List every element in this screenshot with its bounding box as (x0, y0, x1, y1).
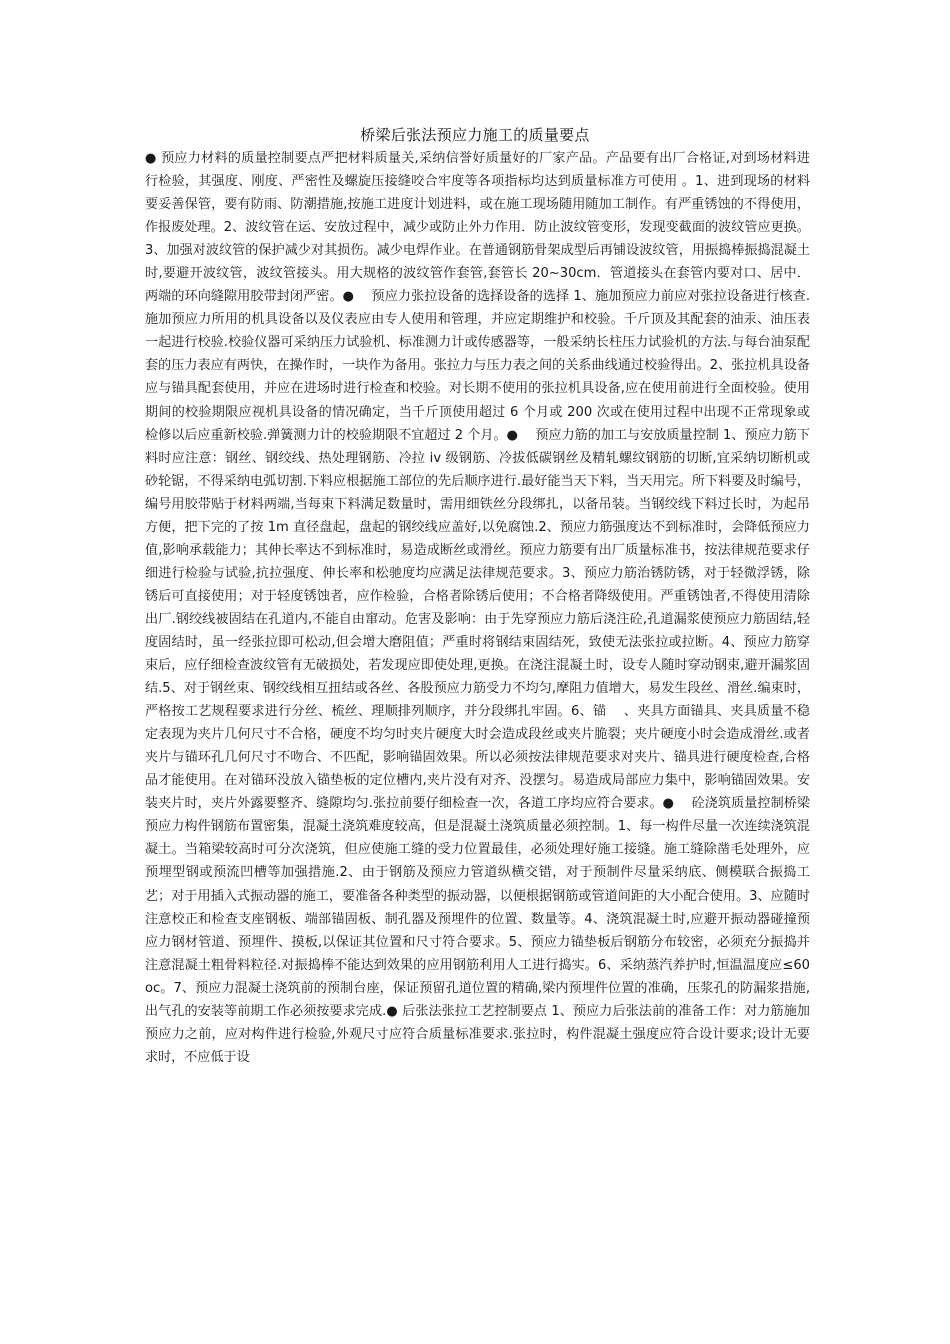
document-body-text: ● 预应力材料的质量控制要点严把材料质量关,采纳信誉好质量好的厂家产品。产品要有出厂合格证,对到场材料进行检验，其强度、刚度、严密性及螺旋压接缝咬合牢度等各项指标均达到质量标准方可使用 。1、进到现场的材料要妥善保管，要有防雨、防潮措施,按施工进度计划进料，或在施工现场随用随加工制作。有严重锈蚀的不得使用，作报废处理。2、波纹管在运、安放过程中，减少或防止外力作用．防止波纹管变形，发现变截面的波纹管应更换。3、加强对波纹管的保护减少对其损伤。减少电焊作业。在普通钢筋骨架成型后再铺设波纹管，用振捣棒振捣混凝土时,要避开波纹管，波纹管接头。用大规格的波纹管作套管,套管长 20~30cm．管道接头在套管内要对口、居中．两端的环向缝隙用胶带封闭严密。● 预应力张拉设备的选择设备的选择 1、施加预应力前应对张拉设备进行核查.施加预应力所用的机具设备以及仪表应由专人使用和管理，并应定期维护和校验。千斤顶及其配套的油汞、油压表一起进行校验.校验仪器可采纳压力试验机、标准测力计或传感器等，一般采纳长柱压力试验机的方法.与每台油泵配套的压力表应有两快，在操作时，一块作为备用。张拉力与压力表之间的关系曲线通过校验得出。2、张拉机具设备应与锚具配套使用，并应在进场时进行检查和校验。对长期不使用的张拉机具设备,应在使用前进行全面校验。使用期间的校验期限应视机具设备的情况确定，当千斤顶使用超过 6 个月或 200 次或在使用过程中出现不正常现象或检修以后应重新校验.弹簧测力计的校验期限不宜超过 2 个月。● 预应力筋的加工与安放质量控制 1、预应力筋下料时应注意：钢丝、钢绞线、热处理钢筋、冷拉 iv 级钢筋、冷拔低碳钢丝及精轧螺纹钢筋的切断,宜采纳切断机或砂轮锯，不得采纳电弧切割.下料应根据施工部位的先后顺序进行.最好能当天下料，当天用完。所下料要及时编号，编号用胶带贴于材料两端,当每束下料满足数量时，需用细铁丝分段绑扎，以备吊装。当钢绞线下料过长时，为起吊方便，把下完的了按 1m 直径盘起，盘起的钢绞线应盖好,以免腐蚀.2、预应力筋强度达不到标准时，会降低预应力值,影响承载能力；其伸长率达不到标准时，易造成断丝或滑丝。预应力筋要有出厂质量标准书，按法律规范要求仔细进行检验与试验,抗拉强度、伸长率和松驰度均应满足法律规范要求。3、预应力筋治锈防锈，对于轻微浮锈，除锈后可直接使用；对于轻度锈蚀者，应作检验，合格者除锈后使用；不合格者降级使用。严重锈蚀者,不得使用清除出厂.钢绞线被固结在孔道内,不能自由窜动。危害及影响：由于先穿预应力筋后浇注砼,孔道漏浆使预应力筋固结,轻度固结时，虽一经张拉即可松动,但会增大磨阻值；严重时将钢结束固结死，致使无法张拉或拉断。4、预应力筋穿束后，应仔细检查波纹管有无破损处，若发现应即使处理,更换。在浇注混凝土时，设专人随时穿动钢束,避开漏浆固结.5、对于钢丝束、钢绞线相互扭结或各丝、各股预应力筋受力不均匀,摩阻力值增大，易发生段丝、滑丝.编束时，严格按工艺规程要求进行分丝、梳丝、理顺排列顺序，并分段绑扎牢固。6、锚 、夹具方面锚具、夹具质量不稳定表现为夹片几何尺寸不合格，硬度不均匀时夹片硬度大时会造成段丝或夹片脆裂；夹片硬度小时会造成滑丝.或者夹片与锚环孔几何尺寸不吻合、不匹配，影响锚固效果。所以必须按法律规范要求对夹片、锚具进行硬度检查,合格品才能使用。在对锚环没放入锚垫板的定位槽内,夹片没有对齐、没摆匀。易造成局部应力集中，影响锚固效果。安装夹片时，夹片外露要整齐、缝隙均匀.张拉前要仔细检查一次，各道工序均应符合要求。● 砼浇筑质量控制桥梁预应力构件钢筋布置密集，混凝土浇筑难度较高，但是混凝土浇筑质量必须控制。1、每一构件尽量一次连续浇筑混凝土。当箱梁较高时可分次浇筑，但应使施工缝的受力位置最佳，必须处理好施工接缝。施工缝除凿毛处理外，应预埋型钢或预流凹槽等加强措施.2、由于钢筋及预应力管道纵横交错，对于预制件尽量采纳底、侧模联合振捣工艺；对于用插入式振动器的施工，要准备各种类型的振动器，以便根据钢筋或管道间距的大小配合使用。3、应随时注意校正和检查支座钢板、端部锚固板、制孔器及预埋件的位置、数量等。4、浇筑混凝土时,应避开振动器碰撞预应力钢材管道、预埋件、摸板,以保证其位置和尺寸符合要求。5、预应力锚垫板后钢筋分布较密，必须充分振捣并注意混凝土粗骨料粒径.对振捣棒不能达到效果的应用钢筋利用人工进行捣实。6、采纳蒸汽养护时,恒温温度应≤60oc。7、预应力混凝土浇筑前的预制台座，保证预留孔道位置的精确,梁内预埋件位置的准确，压浆孔的防漏浆措施,出气孔的安装等前期工作必须按要求完成.● 后张法张拉工艺控制要点 1、预应力后张法前的准备工作：对力筋施加预应力之前，应对构件进行检验,外观尺寸应符合质量标准要求.张拉时，构件混凝土强度应符合设计要求;设计无要求时，不应低于设 (145, 151, 810, 1065)
document-title: 桥梁后张法预应力施工的质量要点 (360, 126, 590, 144)
